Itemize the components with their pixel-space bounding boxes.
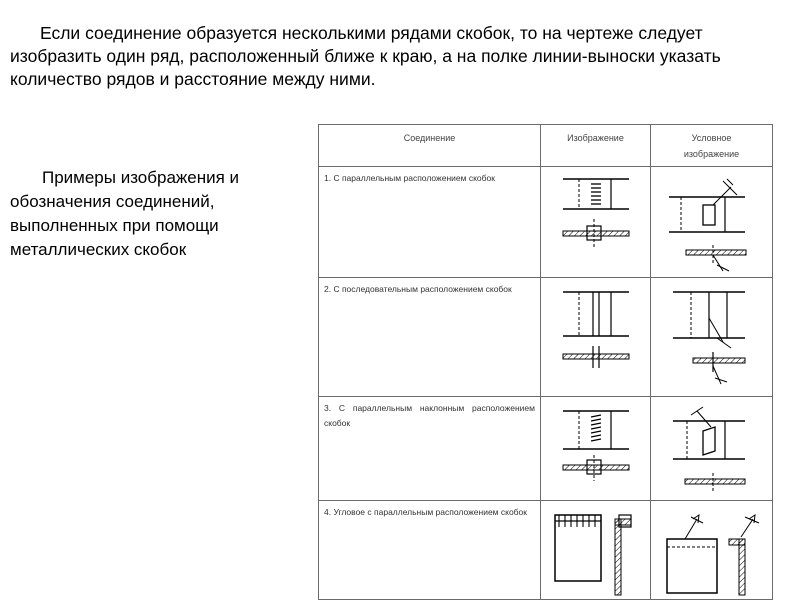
intro-paragraph: Если соединение образуется несколькими рядами скобок, то на чертеже следует изобразить один ряд, расположенный ближе к краю, а на полке линии-выноски указать количество рядов и расстояние между ними. [10,23,721,89]
header-conventional-line1: Условное [691,133,732,143]
header-connection: Соединение [319,125,541,167]
image-sequential-staples [541,278,651,396]
examples-caption: Примеры изображения и обозначения соединений, выполненных при помощи металлических скобок [10,168,240,259]
table-header-row [319,125,773,167]
image-parallel-staples [541,167,651,277]
row-description: 4. Угловое с параллельным расположением скобок [324,507,527,517]
conventional-angular-staples [651,501,773,599]
header-conventional-line2: изображение [683,149,740,159]
table-row [319,501,773,600]
table-row [319,397,773,501]
image-inclined-staples [541,397,651,500]
table-row [319,278,773,397]
conventional-inclined-staples [651,397,773,500]
conventional-parallel-staples [651,167,773,277]
connections-table [318,124,773,600]
header-conventional-image [651,125,773,167]
header-image: Изображение [541,125,651,167]
row-description: 1. С параллельным расположением скобок [324,173,495,183]
conventional-sequential-staples [651,278,773,396]
row-description: 3. С параллельным наклонным расположением скобок [324,403,535,428]
table-row [319,167,773,278]
row-description: 2. С последовательным расположением скобок [324,284,512,294]
image-angular-staples [541,501,651,599]
